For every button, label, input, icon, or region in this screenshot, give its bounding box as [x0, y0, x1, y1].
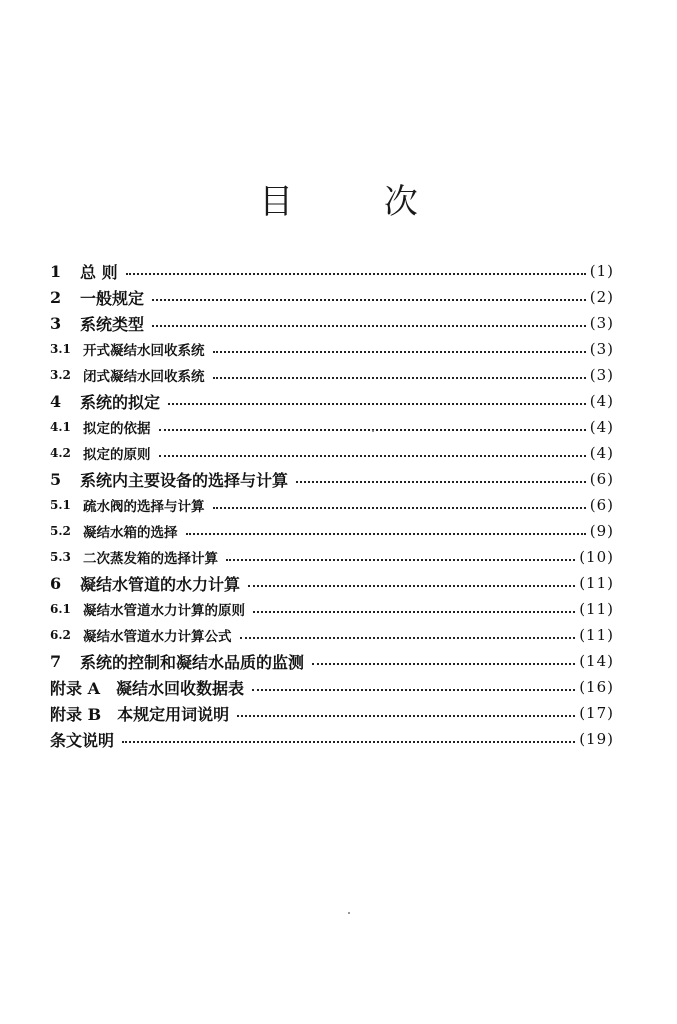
- toc-entry-label: 凝结水管道水力计算公式: [83, 629, 232, 645]
- toc-entry-page: (4): [589, 418, 614, 436]
- dot-leader: [213, 351, 586, 353]
- toc-entry-label: 系统的控制和凝结水品质的监测: [80, 652, 305, 672]
- toc-entry-number: 5.1: [50, 498, 71, 512]
- toc-entry-page: (3): [589, 314, 614, 332]
- toc-entry-number: 5.3: [50, 550, 71, 564]
- table-of-contents: [50, 258, 614, 752]
- toc-entry-page: (9): [589, 522, 614, 540]
- toc-entry-page: (6): [589, 496, 614, 514]
- toc-entry[interactable]: [50, 258, 614, 284]
- toc-entry-number: 2: [50, 287, 62, 307]
- toc-entry[interactable]: [50, 466, 614, 492]
- toc-entry-page: (19): [579, 730, 614, 748]
- toc-entry[interactable]: [50, 440, 614, 466]
- toc-entry[interactable]: [50, 700, 614, 726]
- toc-entry-page: (4): [589, 444, 614, 462]
- toc-entry-number: 1: [50, 261, 62, 281]
- toc-entry-page: (14): [579, 652, 614, 670]
- toc-entry-label: 附录 B 本规定用词说明: [50, 704, 230, 724]
- toc-entry-page: (11): [579, 626, 614, 644]
- page-title: 目 次: [259, 182, 458, 222]
- toc-entry[interactable]: [50, 544, 614, 570]
- toc-entry-number: 5: [50, 469, 62, 489]
- toc-entry-label: 开式凝结水回收系统: [83, 343, 205, 359]
- dot-leader: [252, 689, 575, 691]
- toc-entry-number: 3.1: [50, 342, 71, 356]
- toc-entry-label: 二次蒸发箱的选择计算: [83, 551, 218, 567]
- dot-leader: [152, 299, 586, 301]
- toc-entry-number: 6: [50, 573, 62, 593]
- toc-entry-label: 总 则: [80, 262, 118, 282]
- dot-leader: [213, 507, 586, 509]
- dot-leader: [240, 637, 576, 639]
- dot-leader: [213, 377, 586, 379]
- toc-entry-label: 附录 A 凝结水回收数据表: [50, 678, 244, 698]
- toc-entry-label: 一般规定: [80, 288, 145, 308]
- toc-entry-label: 系统内主要设备的选择与计算: [80, 470, 289, 490]
- toc-entry-number: 6.1: [50, 602, 71, 616]
- toc-entry[interactable]: [50, 518, 614, 544]
- toc-entry-label: 拟定的依据: [83, 421, 151, 437]
- dot-leader: [237, 715, 575, 717]
- toc-entry-number: 3.2: [50, 368, 71, 382]
- toc-entry[interactable]: [50, 596, 614, 622]
- toc-entry[interactable]: [50, 674, 614, 700]
- toc-entry-number: 4.2: [50, 446, 71, 460]
- toc-entry-page: (17): [579, 704, 614, 722]
- dot-leader: [253, 611, 575, 613]
- toc-entry-page: (6): [589, 470, 614, 488]
- toc-entry-page: (2): [589, 288, 614, 306]
- dot-leader: [122, 741, 575, 743]
- toc-entry[interactable]: [50, 622, 614, 648]
- toc-entry[interactable]: [50, 414, 614, 440]
- scan-speck: [372, 430, 374, 432]
- dot-leader: [186, 533, 586, 535]
- toc-entry[interactable]: [50, 362, 614, 388]
- toc-entry[interactable]: [50, 388, 614, 414]
- toc-entry-label: 凝结水管道水力计算的原则: [83, 603, 245, 619]
- toc-entry-label: 系统的拟定: [80, 392, 161, 412]
- dot-leader: [226, 559, 575, 561]
- toc-entry-page: (11): [579, 574, 614, 592]
- toc-entry[interactable]: [50, 726, 614, 752]
- scan-speck: [348, 912, 350, 914]
- toc-entry[interactable]: [50, 492, 614, 518]
- toc-entry-number: 4: [50, 391, 62, 411]
- dot-leader: [312, 663, 575, 665]
- toc-entry-label: 凝结水箱的选择: [83, 525, 178, 541]
- toc-entry-number: 6.2: [50, 628, 71, 642]
- toc-entry-label: 疏水阀的选择与计算: [83, 499, 205, 515]
- toc-entry-page: (10): [579, 548, 614, 566]
- dot-leader: [296, 481, 586, 483]
- toc-entry-label: 凝结水管道的水力计算: [80, 574, 241, 594]
- toc-entry-page: (4): [589, 392, 614, 410]
- toc-entry-page: (3): [589, 340, 614, 358]
- toc-entry[interactable]: [50, 570, 614, 596]
- toc-entry-label: 闭式凝结水回收系统: [83, 369, 205, 385]
- toc-entry-number: 5.2: [50, 524, 71, 538]
- toc-entry-label: 条文说明: [50, 730, 115, 750]
- dot-leader: [159, 455, 586, 457]
- toc-entry[interactable]: [50, 648, 614, 674]
- toc-entry[interactable]: [50, 284, 614, 310]
- toc-entry-label: 拟定的原则: [83, 447, 151, 463]
- dot-leader: [168, 403, 586, 405]
- dot-leader: [126, 273, 586, 275]
- toc-entry[interactable]: [50, 336, 614, 362]
- toc-entry-number: 7: [50, 651, 62, 671]
- dot-leader: [152, 325, 586, 327]
- toc-entry-number: 3: [50, 313, 62, 333]
- toc-entry-page: (1): [589, 262, 614, 280]
- toc-entry-page: (3): [589, 366, 614, 384]
- dot-leader: [248, 585, 575, 587]
- toc-entry-label: 系统类型: [80, 314, 145, 334]
- toc-entry[interactable]: [50, 310, 614, 336]
- toc-entry-page: (16): [579, 678, 614, 696]
- toc-entry-page: (11): [579, 600, 614, 618]
- toc-entry-number: 4.1: [50, 420, 71, 434]
